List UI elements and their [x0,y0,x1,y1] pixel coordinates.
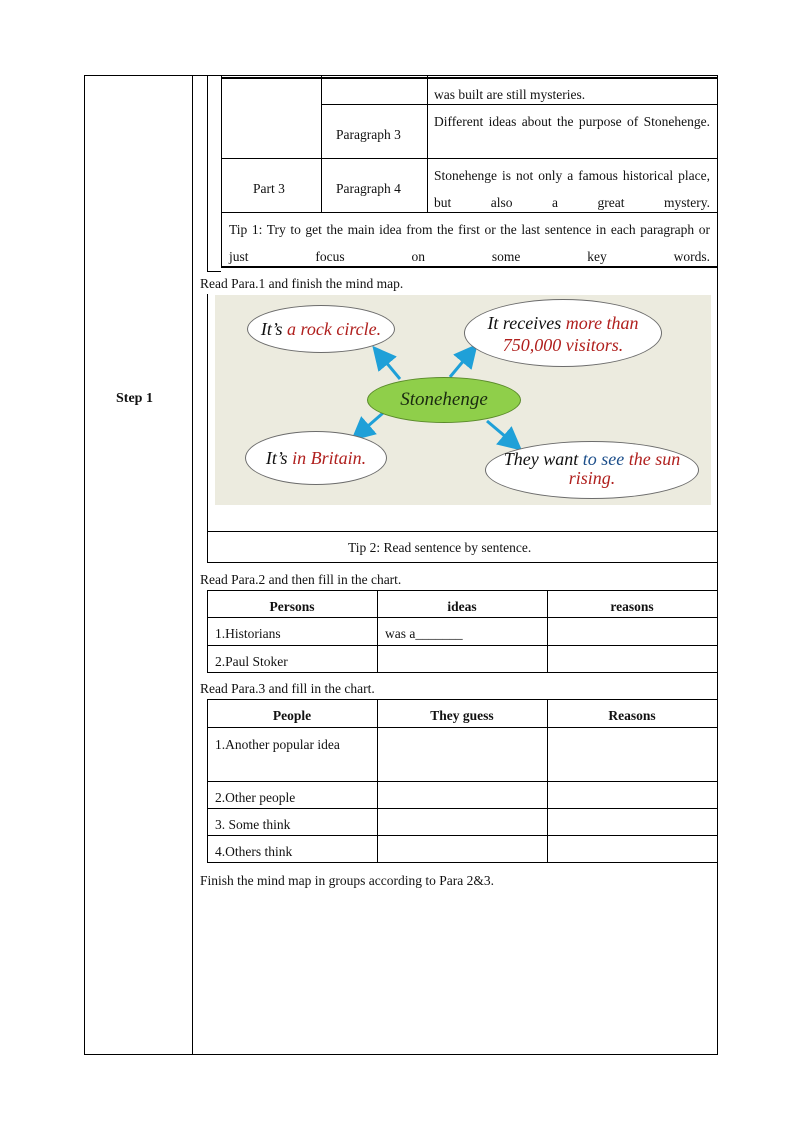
chart-2-header-people: People [272,708,312,723]
chart-1-row-paul-stoker: 2.Paul Stoker [215,654,288,669]
chart-1-header-reasons: reasons [610,599,654,614]
tip-2: Tip 2: Read sentence by sentence. [348,540,532,555]
arrow-up-left [380,355,400,379]
chart-1-header-ideas: ideas [447,599,477,614]
node-sun-rising: They want to see the sun rising. [485,441,699,499]
row1-content: was built are still mysteries. [434,87,586,102]
paragraph-3-content: Different ideas about the purpose of Stonehenge. [434,114,710,129]
paragraph-4-content: Stonehenge is not only a famous historical place, but also a great mystery. [434,168,710,210]
part-3-label: Part 3 [253,181,285,196]
arrow-down-left [360,413,383,433]
chart-2-row-other-people: 2.Other people [215,790,296,805]
node-britain: It’s in Britain. [245,431,387,485]
node-visitors: It receives more than 750,000 visitors. [464,299,662,367]
chart-1-row-historians: 1.Historians [215,626,281,641]
node-rock-circle: It’s a rock circle. [247,305,395,353]
chart-1-header-persons: Persons [269,599,315,614]
chart-2-header-reasons: Reasons [608,708,656,723]
instruction-final: Finish the mind map in groups according to Para 2&3. [200,873,494,888]
step-label: Step 1 [116,391,153,406]
arrow-up-right [450,353,470,377]
instruction-para-2: Read Para.2 and then fill in the chart. [200,572,402,587]
paragraph-4-label: Paragraph 4 [336,181,401,196]
chart-2-row-some-think: 3. Some think [215,817,291,832]
chart-2-row-others-think: 4.Others think [215,844,293,859]
chart-2-row-another-idea: 1.Another popular idea [215,737,340,752]
instruction-para-3: Read Para.3 and fill in the chart. [200,681,375,696]
mind-map [215,295,711,505]
instruction-para-1: Read Para.1 and finish the mind map. [200,276,404,291]
chart-1-row-historians-idea: was a_______ [385,626,463,641]
arrow-down-right [487,421,513,443]
paragraph-3-label: Paragraph 3 [336,127,401,142]
tip-1: Tip 1: Try to get the main idea from the first or the last sentence in each paragraph or just focus on some key words. [229,222,710,264]
chart-2-header-they-guess: They guess [430,708,494,723]
center-node: Stonehenge [367,377,521,423]
